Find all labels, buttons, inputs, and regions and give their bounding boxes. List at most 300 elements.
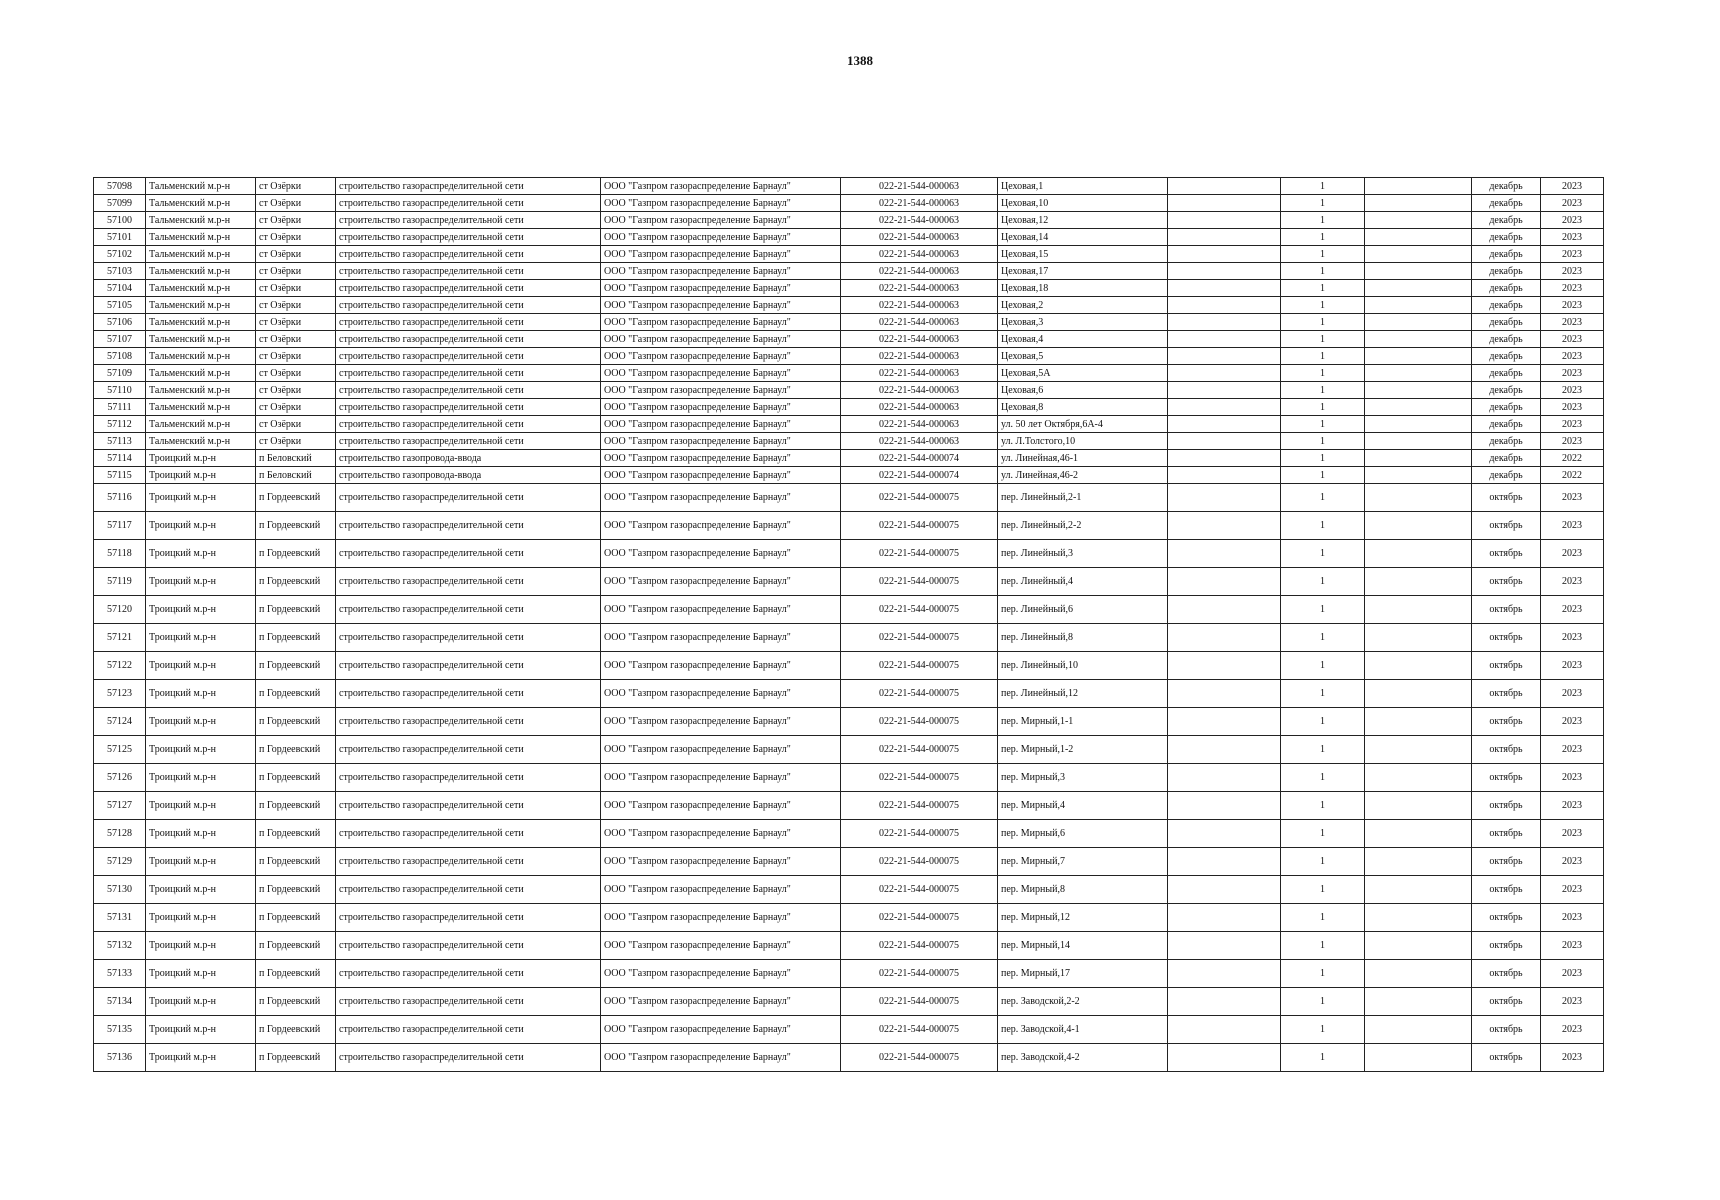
work-type-cell: строительство газораспределительной сети: [336, 736, 601, 764]
table-row: [94, 624, 1604, 652]
district-cell: Троицкий м.р-н: [146, 540, 256, 568]
address-cell: Цеховая,3: [998, 314, 1168, 331]
empty-cell: [1168, 297, 1281, 314]
settlement-cell: ст Озёрки: [256, 297, 336, 314]
month-cell: октябрь: [1472, 988, 1541, 1016]
settlement-cell: ст Озёрки: [256, 178, 336, 195]
work-type-cell: строительство газораспределительной сети: [336, 652, 601, 680]
settlement-cell: п Гордеевский: [256, 1016, 336, 1044]
year-cell: 2023: [1541, 331, 1604, 348]
data-table: [93, 177, 1604, 1072]
empty-cell: [1365, 848, 1472, 876]
table-row: [94, 736, 1604, 764]
work-type-cell: строительство газораспределительной сети: [336, 792, 601, 820]
work-type-cell: строительство газораспределительной сети: [336, 1016, 601, 1044]
organization-cell: ООО "Газпром газораспределение Барнаул": [601, 365, 841, 382]
quantity-cell: 1: [1281, 314, 1365, 331]
month-cell: октябрь: [1472, 932, 1541, 960]
settlement-cell: п Гордеевский: [256, 680, 336, 708]
address-cell: пер. Мирный,12: [998, 904, 1168, 932]
quantity-cell: 1: [1281, 195, 1365, 212]
address-cell: пер. Заводской,2-2: [998, 988, 1168, 1016]
organization-cell: ООО "Газпром газораспределение Барнаул": [601, 624, 841, 652]
settlement-cell: п Гордеевский: [256, 624, 336, 652]
empty-cell: [1365, 246, 1472, 263]
year-cell: 2023: [1541, 263, 1604, 280]
district-cell: Троицкий м.р-н: [146, 596, 256, 624]
organization-cell: ООО "Газпром газораспределение Барнаул": [601, 652, 841, 680]
code-cell: 022-21-544-000063: [841, 331, 998, 348]
code-cell: 022-21-544-000075: [841, 624, 998, 652]
year-cell: 2023: [1541, 484, 1604, 512]
year-cell: 2023: [1541, 680, 1604, 708]
district-cell: Троицкий м.р-н: [146, 652, 256, 680]
address-cell: пер. Мирный,1-1: [998, 708, 1168, 736]
code-cell: 022-21-544-000063: [841, 280, 998, 297]
table-row: [94, 680, 1604, 708]
settlement-cell: п Беловский: [256, 450, 336, 467]
quantity-cell: 1: [1281, 904, 1365, 932]
district-cell: Троицкий м.р-н: [146, 988, 256, 1016]
table-row: [94, 820, 1604, 848]
settlement-cell: ст Озёрки: [256, 331, 336, 348]
month-cell: декабрь: [1472, 450, 1541, 467]
district-cell: Тальменский м.р-н: [146, 229, 256, 246]
row-id-cell: 57136: [94, 1044, 146, 1072]
row-id-cell: 57099: [94, 195, 146, 212]
address-cell: пер. Линейный,10: [998, 652, 1168, 680]
month-cell: октябрь: [1472, 960, 1541, 988]
address-cell: Цеховая,4: [998, 331, 1168, 348]
row-id-cell: 57125: [94, 736, 146, 764]
empty-cell: [1365, 652, 1472, 680]
work-type-cell: строительство газораспределительной сети: [336, 399, 601, 416]
year-cell: 2023: [1541, 568, 1604, 596]
table-row: [94, 365, 1604, 382]
year-cell: 2023: [1541, 1044, 1604, 1072]
month-cell: декабрь: [1472, 229, 1541, 246]
empty-cell: [1365, 820, 1472, 848]
code-cell: 022-21-544-000074: [841, 467, 998, 484]
address-cell: пер. Заводской,4-1: [998, 1016, 1168, 1044]
row-id-cell: 57124: [94, 708, 146, 736]
code-cell: 022-21-544-000075: [841, 960, 998, 988]
month-cell: октябрь: [1472, 708, 1541, 736]
row-id-cell: 57114: [94, 450, 146, 467]
settlement-cell: п Гордеевский: [256, 568, 336, 596]
month-cell: декабрь: [1472, 348, 1541, 365]
code-cell: 022-21-544-000075: [841, 708, 998, 736]
work-type-cell: строительство газораспределительной сети: [336, 540, 601, 568]
address-cell: Цеховая,18: [998, 280, 1168, 297]
address-cell: Цеховая,12: [998, 212, 1168, 229]
empty-cell: [1168, 512, 1281, 540]
district-cell: Троицкий м.р-н: [146, 876, 256, 904]
row-id-cell: 57127: [94, 792, 146, 820]
year-cell: 2023: [1541, 988, 1604, 1016]
table-row: [94, 195, 1604, 212]
empty-cell: [1365, 708, 1472, 736]
organization-cell: ООО "Газпром газораспределение Барнаул": [601, 450, 841, 467]
empty-cell: [1168, 467, 1281, 484]
table-row: [94, 596, 1604, 624]
district-cell: Тальменский м.р-н: [146, 399, 256, 416]
year-cell: 2023: [1541, 904, 1604, 932]
address-cell: пер. Линейный,2-2: [998, 512, 1168, 540]
address-cell: ул. Линейная,46-2: [998, 467, 1168, 484]
month-cell: декабрь: [1472, 212, 1541, 229]
district-cell: Тальменский м.р-н: [146, 365, 256, 382]
month-cell: декабрь: [1472, 382, 1541, 399]
code-cell: 022-21-544-000075: [841, 568, 998, 596]
organization-cell: ООО "Газпром газораспределение Барнаул": [601, 1044, 841, 1072]
month-cell: декабрь: [1472, 433, 1541, 450]
district-cell: Тальменский м.р-н: [146, 195, 256, 212]
work-type-cell: строительство газораспределительной сети: [336, 988, 601, 1016]
settlement-cell: ст Озёрки: [256, 399, 336, 416]
empty-cell: [1168, 988, 1281, 1016]
row-id-cell: 57135: [94, 1016, 146, 1044]
table-row: [94, 540, 1604, 568]
organization-cell: ООО "Газпром газораспределение Барнаул": [601, 297, 841, 314]
code-cell: 022-21-544-000075: [841, 932, 998, 960]
month-cell: декабрь: [1472, 399, 1541, 416]
empty-cell: [1168, 736, 1281, 764]
row-id-cell: 57111: [94, 399, 146, 416]
empty-cell: [1168, 540, 1281, 568]
year-cell: 2023: [1541, 365, 1604, 382]
work-type-cell: строительство газораспределительной сети: [336, 904, 601, 932]
district-cell: Троицкий м.р-н: [146, 1044, 256, 1072]
empty-cell: [1168, 680, 1281, 708]
row-id-cell: 57130: [94, 876, 146, 904]
empty-cell: [1365, 680, 1472, 708]
work-type-cell: строительство газораспределительной сети: [336, 382, 601, 399]
settlement-cell: п Гордеевский: [256, 988, 336, 1016]
empty-cell: [1365, 1016, 1472, 1044]
empty-cell: [1365, 467, 1472, 484]
quantity-cell: 1: [1281, 568, 1365, 596]
district-cell: Троицкий м.р-н: [146, 764, 256, 792]
address-cell: пер. Мирный,7: [998, 848, 1168, 876]
address-cell: пер. Мирный,3: [998, 764, 1168, 792]
address-cell: Цеховая,1: [998, 178, 1168, 195]
row-id-cell: 57134: [94, 988, 146, 1016]
empty-cell: [1365, 512, 1472, 540]
organization-cell: ООО "Газпром газораспределение Барнаул": [601, 331, 841, 348]
month-cell: октябрь: [1472, 848, 1541, 876]
table-row: [94, 848, 1604, 876]
settlement-cell: п Гордеевский: [256, 848, 336, 876]
empty-cell: [1168, 820, 1281, 848]
year-cell: 2023: [1541, 764, 1604, 792]
district-cell: Тальменский м.р-н: [146, 297, 256, 314]
year-cell: 2023: [1541, 652, 1604, 680]
row-id-cell: 57105: [94, 297, 146, 314]
empty-cell: [1168, 904, 1281, 932]
empty-cell: [1365, 399, 1472, 416]
quantity-cell: 1: [1281, 540, 1365, 568]
quantity-cell: 1: [1281, 764, 1365, 792]
code-cell: 022-21-544-000063: [841, 348, 998, 365]
district-cell: Тальменский м.р-н: [146, 263, 256, 280]
code-cell: 022-21-544-000075: [841, 652, 998, 680]
settlement-cell: ст Озёрки: [256, 382, 336, 399]
work-type-cell: строительство газораспределительной сети: [336, 624, 601, 652]
district-cell: Троицкий м.р-н: [146, 960, 256, 988]
address-cell: пер. Мирный,1-2: [998, 736, 1168, 764]
table-row: [94, 988, 1604, 1016]
code-cell: 022-21-544-000075: [841, 848, 998, 876]
settlement-cell: ст Озёрки: [256, 348, 336, 365]
district-cell: Тальменский м.р-н: [146, 348, 256, 365]
table-row: [94, 1044, 1604, 1072]
quantity-cell: 1: [1281, 652, 1365, 680]
year-cell: 2023: [1541, 540, 1604, 568]
work-type-cell: строительство газораспределительной сети: [336, 314, 601, 331]
row-id-cell: 57123: [94, 680, 146, 708]
work-type-cell: строительство газораспределительной сети: [336, 416, 601, 433]
code-cell: 022-21-544-000063: [841, 195, 998, 212]
address-cell: пер. Мирный,8: [998, 876, 1168, 904]
year-cell: 2023: [1541, 399, 1604, 416]
month-cell: декабрь: [1472, 365, 1541, 382]
empty-cell: [1365, 960, 1472, 988]
quantity-cell: 1: [1281, 382, 1365, 399]
address-cell: пер. Линейный,4: [998, 568, 1168, 596]
organization-cell: ООО "Газпром газораспределение Барнаул": [601, 382, 841, 399]
settlement-cell: п Гордеевский: [256, 904, 336, 932]
work-type-cell: строительство газораспределительной сети: [336, 297, 601, 314]
year-cell: 2023: [1541, 1016, 1604, 1044]
empty-cell: [1365, 365, 1472, 382]
work-type-cell: строительство газораспределительной сети: [336, 484, 601, 512]
organization-cell: ООО "Газпром газораспределение Барнаул": [601, 433, 841, 450]
organization-cell: ООО "Газпром газораспределение Барнаул": [601, 876, 841, 904]
organization-cell: ООО "Газпром газораспределение Барнаул": [601, 512, 841, 540]
row-id-cell: 57115: [94, 467, 146, 484]
settlement-cell: п Гордеевский: [256, 736, 336, 764]
code-cell: 022-21-544-000063: [841, 229, 998, 246]
district-cell: Троицкий м.р-н: [146, 512, 256, 540]
row-id-cell: 57132: [94, 932, 146, 960]
settlement-cell: п Гордеевский: [256, 1044, 336, 1072]
table-row: [94, 331, 1604, 348]
code-cell: 022-21-544-000063: [841, 399, 998, 416]
table-row: [94, 484, 1604, 512]
row-id-cell: 57113: [94, 433, 146, 450]
address-cell: пер. Мирный,14: [998, 932, 1168, 960]
empty-cell: [1168, 876, 1281, 904]
work-type-cell: строительство газопровода-ввода: [336, 450, 601, 467]
empty-cell: [1168, 314, 1281, 331]
district-cell: Троицкий м.р-н: [146, 1016, 256, 1044]
month-cell: декабрь: [1472, 467, 1541, 484]
quantity-cell: 1: [1281, 348, 1365, 365]
work-type-cell: строительство газораспределительной сети: [336, 195, 601, 212]
month-cell: октябрь: [1472, 792, 1541, 820]
month-cell: октябрь: [1472, 764, 1541, 792]
empty-cell: [1365, 229, 1472, 246]
quantity-cell: 1: [1281, 484, 1365, 512]
code-cell: 022-21-544-000075: [841, 904, 998, 932]
work-type-cell: строительство газораспределительной сети: [336, 960, 601, 988]
empty-cell: [1365, 212, 1472, 229]
work-type-cell: строительство газопровода-ввода: [336, 467, 601, 484]
district-cell: Троицкий м.р-н: [146, 932, 256, 960]
quantity-cell: 1: [1281, 178, 1365, 195]
address-cell: ул. 50 лет Октября,6А-4: [998, 416, 1168, 433]
organization-cell: ООО "Газпром газораспределение Барнаул": [601, 314, 841, 331]
address-cell: Цеховая,2: [998, 297, 1168, 314]
work-type-cell: строительство газораспределительной сети: [336, 876, 601, 904]
year-cell: 2023: [1541, 280, 1604, 297]
district-cell: Тальменский м.р-н: [146, 416, 256, 433]
row-id-cell: 57100: [94, 212, 146, 229]
row-id-cell: 57118: [94, 540, 146, 568]
organization-cell: ООО "Газпром газораспределение Барнаул": [601, 960, 841, 988]
district-cell: Троицкий м.р-н: [146, 792, 256, 820]
empty-cell: [1365, 416, 1472, 433]
year-cell: 2023: [1541, 433, 1604, 450]
code-cell: 022-21-544-000063: [841, 314, 998, 331]
month-cell: октябрь: [1472, 512, 1541, 540]
empty-cell: [1168, 365, 1281, 382]
settlement-cell: п Гордеевский: [256, 764, 336, 792]
year-cell: 2022: [1541, 450, 1604, 467]
quantity-cell: 1: [1281, 297, 1365, 314]
code-cell: 022-21-544-000075: [841, 484, 998, 512]
table-row: [94, 263, 1604, 280]
quantity-cell: 1: [1281, 876, 1365, 904]
month-cell: октябрь: [1472, 624, 1541, 652]
settlement-cell: ст Озёрки: [256, 416, 336, 433]
quantity-cell: 1: [1281, 263, 1365, 280]
row-id-cell: 57119: [94, 568, 146, 596]
year-cell: 2023: [1541, 596, 1604, 624]
quantity-cell: 1: [1281, 433, 1365, 450]
table-body: [94, 178, 1604, 1072]
settlement-cell: п Гордеевский: [256, 708, 336, 736]
address-cell: пер. Линейный,3: [998, 540, 1168, 568]
month-cell: октябрь: [1472, 680, 1541, 708]
table-row: [94, 382, 1604, 399]
row-id-cell: 57108: [94, 348, 146, 365]
empty-cell: [1365, 178, 1472, 195]
row-id-cell: 57131: [94, 904, 146, 932]
row-id-cell: 57128: [94, 820, 146, 848]
work-type-cell: строительство газораспределительной сети: [336, 568, 601, 596]
code-cell: 022-21-544-000063: [841, 382, 998, 399]
year-cell: 2023: [1541, 736, 1604, 764]
code-cell: 022-21-544-000063: [841, 416, 998, 433]
quantity-cell: 1: [1281, 988, 1365, 1016]
month-cell: декабрь: [1472, 297, 1541, 314]
year-cell: 2023: [1541, 624, 1604, 652]
year-cell: 2023: [1541, 212, 1604, 229]
settlement-cell: ст Озёрки: [256, 212, 336, 229]
district-cell: Тальменский м.р-н: [146, 280, 256, 297]
year-cell: 2023: [1541, 246, 1604, 263]
row-id-cell: 57129: [94, 848, 146, 876]
work-type-cell: строительство газораспределительной сети: [336, 229, 601, 246]
year-cell: 2023: [1541, 792, 1604, 820]
empty-cell: [1365, 382, 1472, 399]
settlement-cell: п Гордеевский: [256, 792, 336, 820]
address-cell: Цеховая,17: [998, 263, 1168, 280]
work-type-cell: строительство газораспределительной сети: [336, 178, 601, 195]
organization-cell: ООО "Газпром газораспределение Барнаул": [601, 212, 841, 229]
code-cell: 022-21-544-000075: [841, 820, 998, 848]
month-cell: октябрь: [1472, 652, 1541, 680]
empty-cell: [1168, 382, 1281, 399]
table-row: [94, 229, 1604, 246]
code-cell: 022-21-544-000063: [841, 178, 998, 195]
table-row: [94, 450, 1604, 467]
month-cell: октябрь: [1472, 1044, 1541, 1072]
month-cell: октябрь: [1472, 820, 1541, 848]
organization-cell: ООО "Газпром газораспределение Барнаул": [601, 263, 841, 280]
row-id-cell: 57106: [94, 314, 146, 331]
settlement-cell: п Гордеевский: [256, 876, 336, 904]
year-cell: 2023: [1541, 848, 1604, 876]
month-cell: декабрь: [1472, 331, 1541, 348]
work-type-cell: строительство газораспределительной сети: [336, 433, 601, 450]
empty-cell: [1168, 331, 1281, 348]
code-cell: 022-21-544-000075: [841, 540, 998, 568]
district-cell: Троицкий м.р-н: [146, 450, 256, 467]
organization-cell: ООО "Газпром газораспределение Барнаул": [601, 280, 841, 297]
empty-cell: [1168, 229, 1281, 246]
settlement-cell: п Беловский: [256, 467, 336, 484]
table-row: [94, 1016, 1604, 1044]
settlement-cell: ст Озёрки: [256, 365, 336, 382]
district-cell: Троицкий м.р-н: [146, 467, 256, 484]
work-type-cell: строительство газораспределительной сети: [336, 708, 601, 736]
empty-cell: [1168, 280, 1281, 297]
organization-cell: ООО "Газпром газораспределение Барнаул": [601, 467, 841, 484]
table-row: [94, 314, 1604, 331]
quantity-cell: 1: [1281, 1016, 1365, 1044]
row-id-cell: 57122: [94, 652, 146, 680]
code-cell: 022-21-544-000063: [841, 297, 998, 314]
year-cell: 2023: [1541, 820, 1604, 848]
settlement-cell: ст Озёрки: [256, 433, 336, 450]
year-cell: 2023: [1541, 229, 1604, 246]
address-cell: ул. Л.Толстого,10: [998, 433, 1168, 450]
year-cell: 2023: [1541, 178, 1604, 195]
district-cell: Троицкий м.р-н: [146, 904, 256, 932]
quantity-cell: 1: [1281, 280, 1365, 297]
quantity-cell: 1: [1281, 365, 1365, 382]
settlement-cell: п Гордеевский: [256, 820, 336, 848]
quantity-cell: 1: [1281, 512, 1365, 540]
district-cell: Тальменский м.р-н: [146, 178, 256, 195]
work-type-cell: строительство газораспределительной сети: [336, 848, 601, 876]
row-id-cell: 57112: [94, 416, 146, 433]
table-row: [94, 467, 1604, 484]
code-cell: 022-21-544-000075: [841, 988, 998, 1016]
empty-cell: [1168, 178, 1281, 195]
organization-cell: ООО "Газпром газораспределение Барнаул": [601, 416, 841, 433]
organization-cell: ООО "Газпром газораспределение Барнаул": [601, 736, 841, 764]
district-cell: Тальменский м.р-н: [146, 314, 256, 331]
district-cell: Троицкий м.р-н: [146, 820, 256, 848]
address-cell: ул. Линейная,46-1: [998, 450, 1168, 467]
empty-cell: [1365, 876, 1472, 904]
month-cell: октябрь: [1472, 596, 1541, 624]
code-cell: 022-21-544-000075: [841, 512, 998, 540]
